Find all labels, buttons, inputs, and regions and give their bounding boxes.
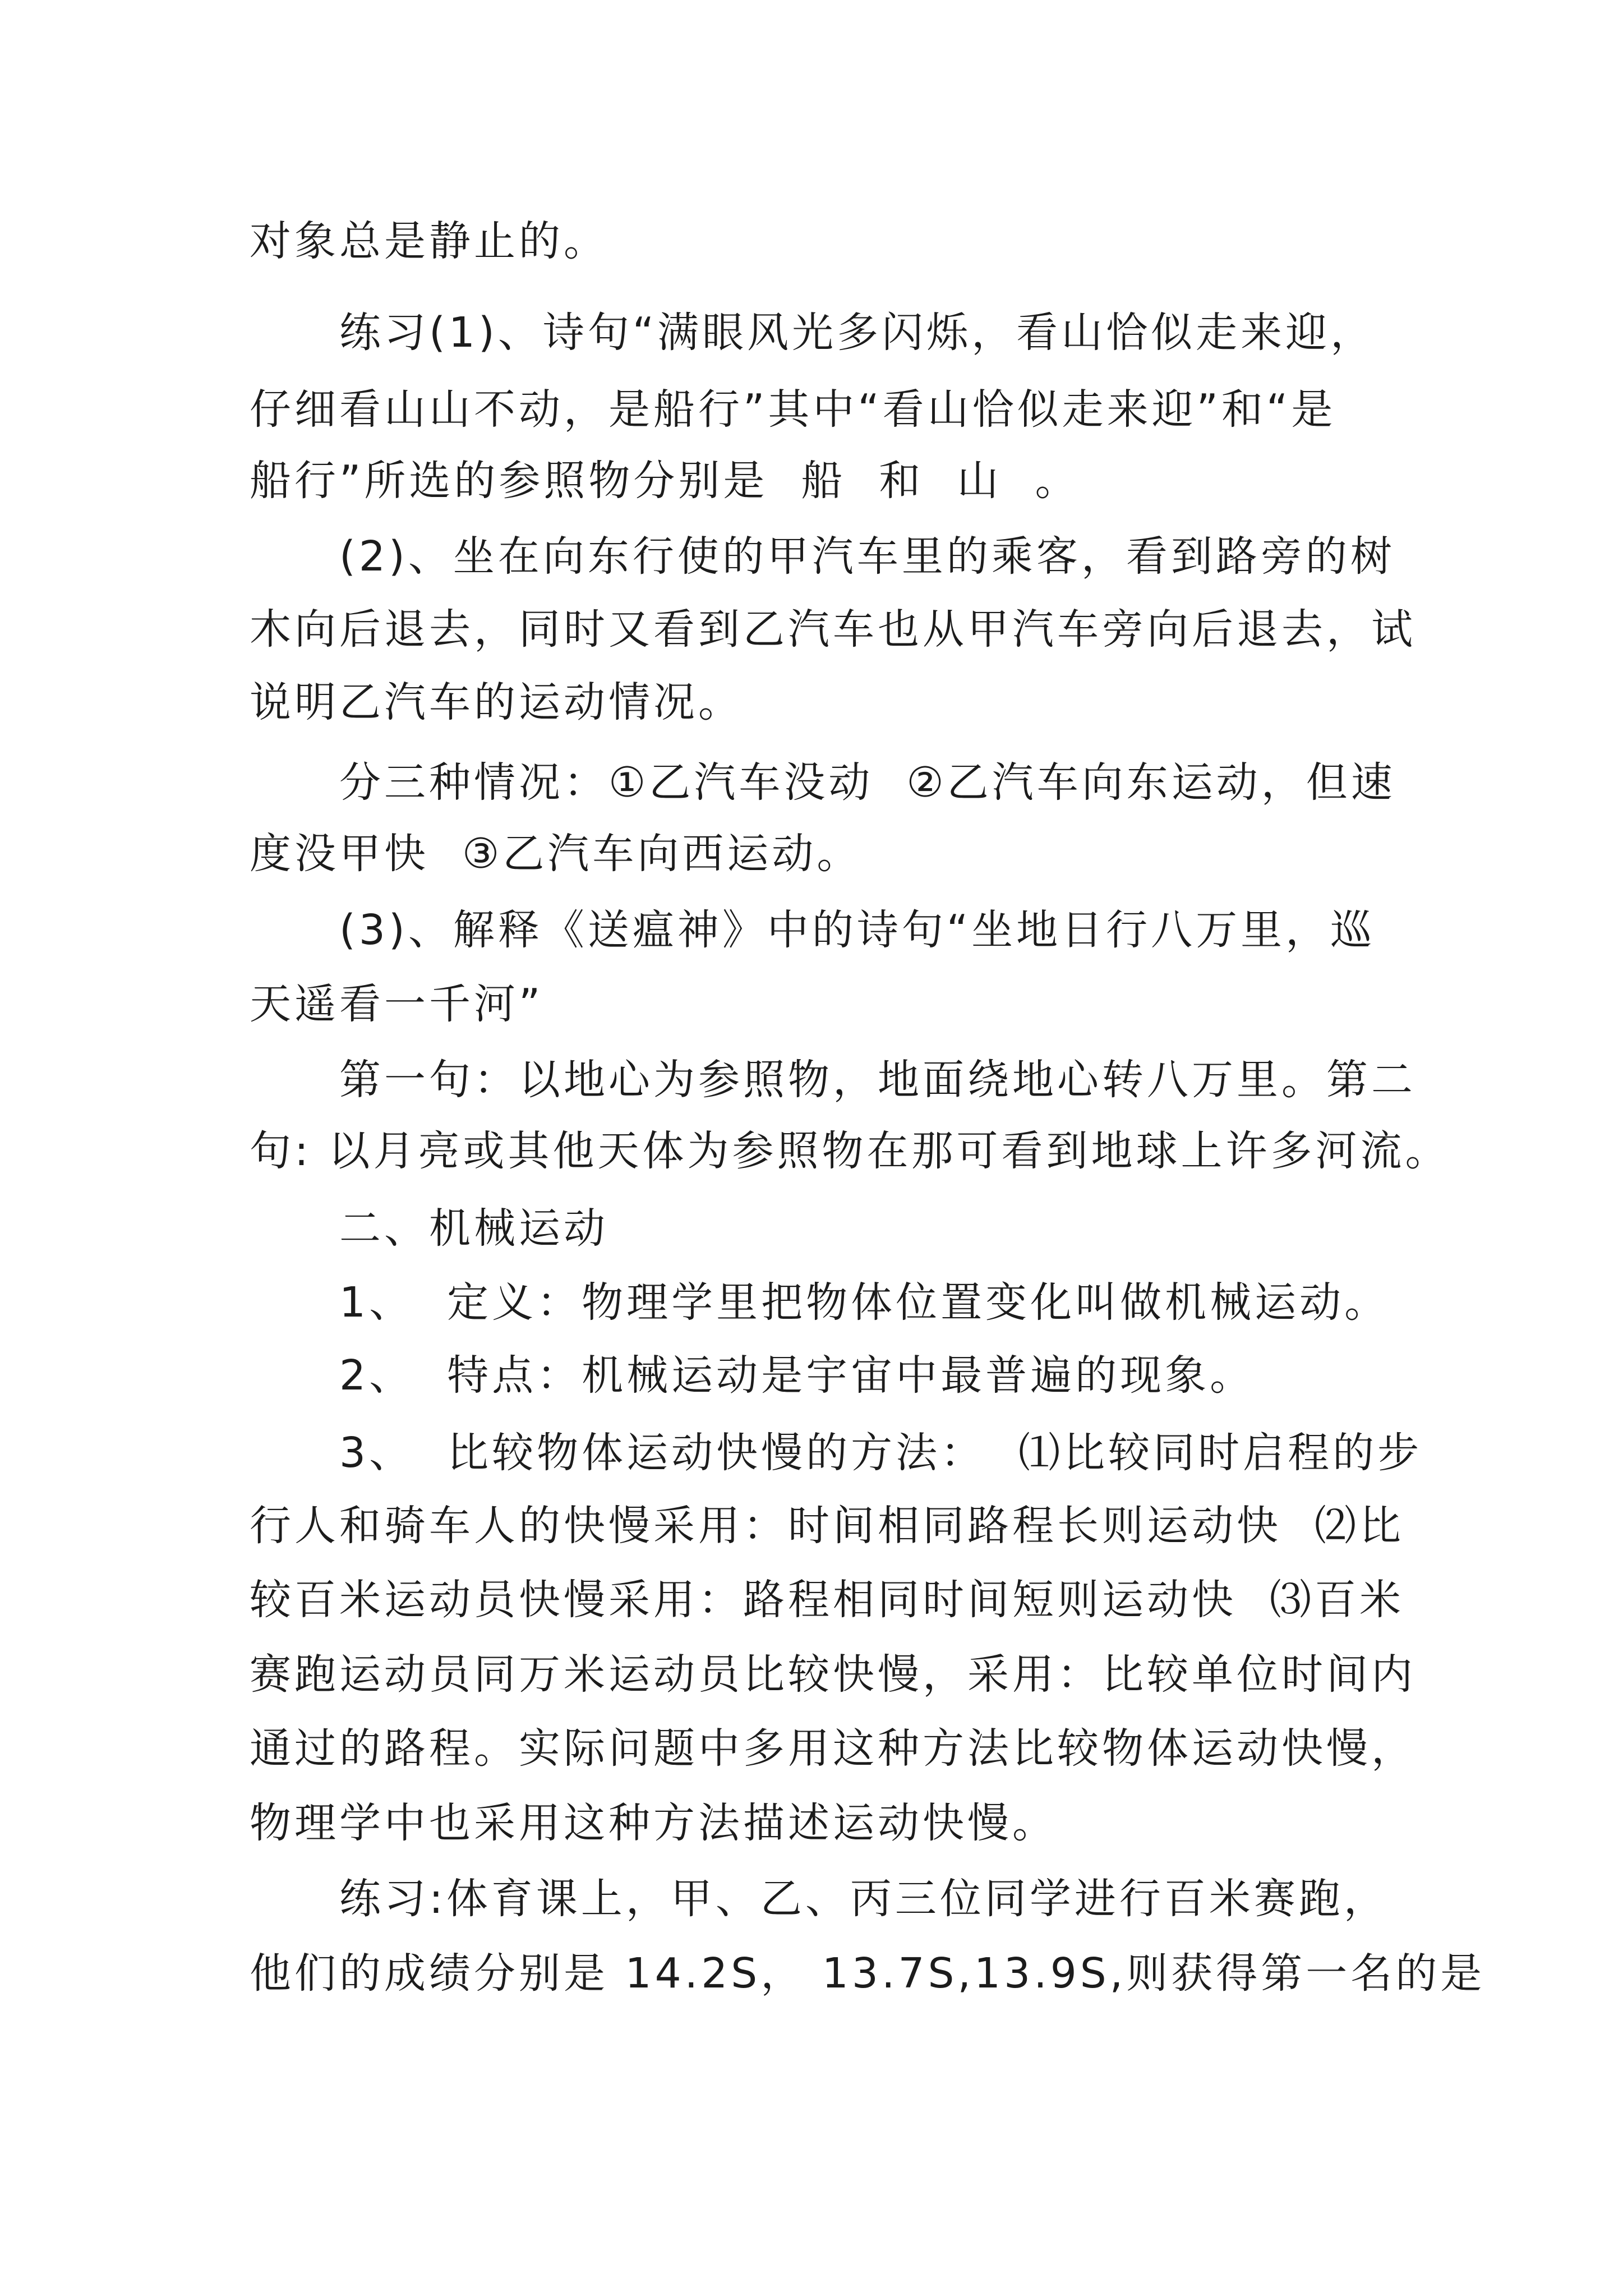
text-line: 度没甲快 ③乙汽车向西运动。 [250,830,862,878]
text-line: 2、 特点：机械运动是宇宙中最普遍的现象。 [339,1351,1255,1400]
text-line: 天遥看一千河” [250,980,544,1028]
text-line: 说明乙汽车的运动情况。 [250,678,743,726]
text-line: 较百米运动员快慢采用：路程相同时间短则运动快 ⑶百米 [250,1576,1405,1624]
text-line: 练习(1)、诗句“满眼风光多闪烁，看山恰似走来迎， [339,309,1376,357]
text-line: 赛跑运动员同万米运动员比较快慢，采用：比较单位时间内 [250,1650,1416,1699]
text-line: 行人和骑车人的快慢采用：时间相同路程长则运动快 ⑵比 [250,1502,1405,1550]
text-line: 1、 定义：物理学里把物体位置变化叫做机械运动。 [339,1278,1390,1327]
text-line: 对象总是静止的。 [250,217,608,265]
text-line: (3)、解释《送瘟神》中的诗句“坐地日行八万里，巡 [339,906,1376,954]
text-line: 分三种情况：①乙汽车没动 ②乙汽车向东运动，但速 [339,758,1396,807]
text-line: 第一句：以地心为参照物，地面绕地心转八万里。第二 [339,1056,1416,1104]
text-line: 通过的路程。实际问题中多用这种方法比较物体运动快慢， [250,1724,1416,1773]
section-heading: 二、机械运动 [339,1204,608,1253]
text-line: 船行”所选的参照物分别是 船 和 山 。 [250,457,1080,505]
text-line: (2)、坐在向东行使的甲汽车里的乘客，看到路旁的树 [339,532,1395,581]
text-line: 仔细看山山不动，是船行”其中“看山恰似走来迎”和“是 [250,385,1336,434]
text-line: 木向后退去，同时又看到乙汽车也从甲汽车旁向后退去，试 [250,605,1416,654]
text-line: 3、 比较物体运动快慢的方法： ⑴比较同时启程的步 [339,1429,1423,1477]
text-line: 句: 以月亮或其他天体为参照物在那可看到地球上许多河流。 [250,1127,1450,1175]
text-line: 练习:体育课上，甲、乙、丙三位同学进行百米赛跑， [339,1875,1389,1923]
text-line: 物理学中也采用这种方法描述运动快慢。 [250,1799,1057,1847]
text-line: 他们的成绩分别是 14.2S， 13.7S,13.9S,则获得第一名的是 [250,1949,1486,1998]
